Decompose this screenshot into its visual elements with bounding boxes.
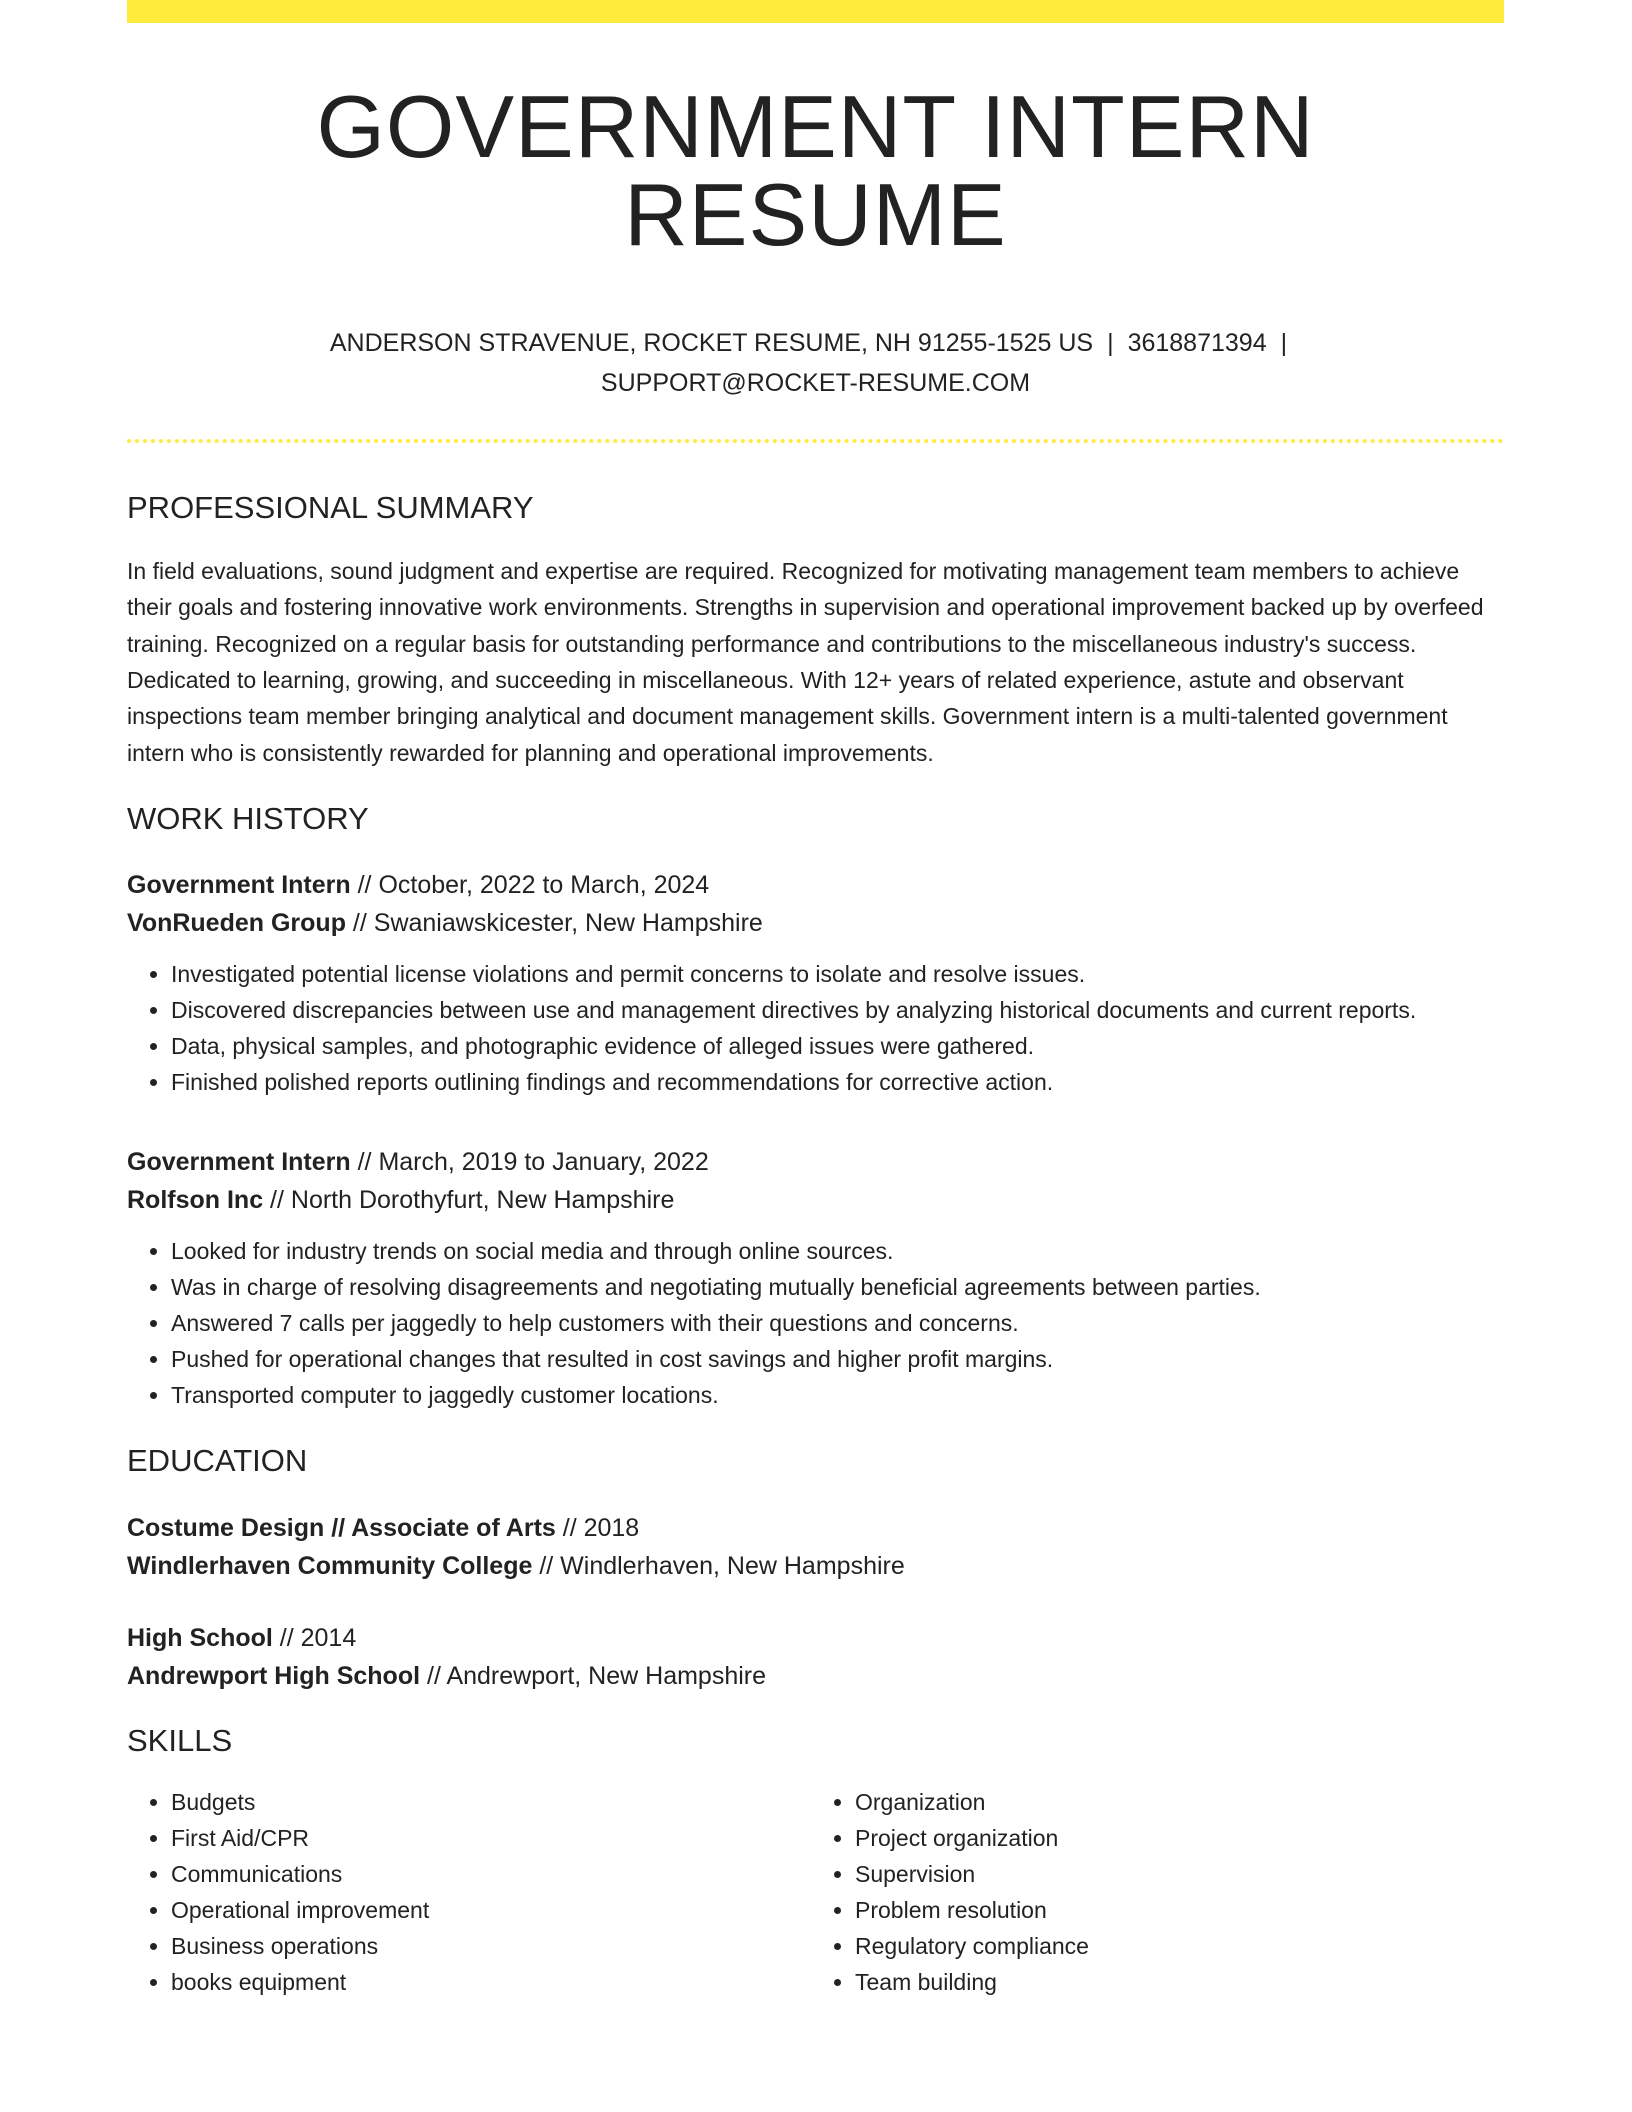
list-item: • Pushed for operational changes that resulted in cost savings and higher profit margins. (171, 1341, 1504, 1377)
education-degree-line (127, 1509, 1504, 1547)
dotted-divider (127, 439, 1504, 443)
education-school: Windlerhaven Community College (127, 1552, 533, 1581)
job-company: Rolfson Inc (127, 1186, 264, 1215)
education-entry (127, 1619, 1504, 1695)
list-item: • Was in charge of resolving disagreements and negotiating mutually beneficial agreements between parties. (171, 1269, 1504, 1305)
education-school-line (127, 1547, 1504, 1585)
job-dates: // October, 2022 to March, 2024 (350, 871, 710, 900)
education-school: Andrewport High School (127, 1662, 421, 1691)
education-school-line (127, 1657, 1504, 1695)
list-item: • Data, physical samples, and photographic evidence of alleged issues were gathered. (171, 1028, 1504, 1064)
job-dates: // March, 2019 to January, 2022 (350, 1148, 709, 1177)
section-heading-summary: PROFESSIONAL SUMMARY (127, 490, 534, 525)
list-item: • Communications (171, 1856, 805, 1892)
list-item: • Problem resolution (855, 1892, 1489, 1928)
list-item: • Investigated potential license violations and permit concerns to isolate and resolve issues. (171, 956, 1504, 992)
contact-info (316, 323, 1316, 403)
education-degree-line (127, 1619, 1504, 1657)
resume-title: GOVERNMENT INTERN RESUME (316, 77, 1315, 264)
list-item: • Business operations (171, 1928, 805, 1964)
job-location: // Swaniawskicester, New Hampshire (345, 909, 763, 938)
section-heading-education: EDUCATION (127, 1443, 308, 1479)
job-bullets (127, 956, 1504, 1100)
list-item: • Answered 7 calls per jaggedly to help customers with their questions and concerns. (171, 1305, 1504, 1341)
contact-email: SUPPORT@ROCKET-RESUME.COM (600, 369, 1031, 397)
summary-text: In field evaluations, sound judgment and expertise are required. Recognized for motivating management team members to achieve their goals and fostering innovative work environments. Strengths in supervision and operational improvement backed up by overfeed training. Recognized on a regular basis for outstanding performance and contributions to the miscellaneous industry's success. Dedicated to learning, growing, and succeeding in miscellaneous. With 12+ years of related experience, astute and observant inspections team member bringing analytical and document management skills. Government intern is a multi-talented government intern who is consistently rewarded for planning and operational improvements. (127, 558, 1484, 766)
resume-page (127, 0, 1504, 2000)
job-title: Government Intern (127, 1148, 351, 1177)
contact-phone: 3618871394 (1127, 329, 1267, 357)
skills-list (127, 1784, 1504, 2000)
list-item: • Transported computer to jaggedly customer locations. (171, 1377, 1504, 1413)
job-title: Government Intern (127, 871, 351, 900)
list-item: • First Aid/CPR (171, 1820, 805, 1856)
list-item: • Project organization (855, 1820, 1489, 1856)
education-location: // Andrewport, New Hampshire (420, 1662, 767, 1691)
skills-column-left (127, 1784, 805, 2000)
education-year: // 2018 (555, 1514, 640, 1543)
list-item: • books equipment (171, 1964, 805, 2000)
job-title-line (127, 1143, 1504, 1181)
contact-address: ANDERSON STRAVENUE, ROCKET RESUME, NH 91255-1525 US (329, 329, 1094, 357)
job-location: // North Dorothyfurt, New Hampshire (263, 1186, 675, 1215)
education-degree: High School (127, 1624, 273, 1653)
list-item: • Discovered discrepancies between use and management directives by analyzing historical documents and current reports. (171, 992, 1504, 1028)
job-company-line (127, 1181, 1504, 1219)
job-company: VonRueden Group (127, 909, 346, 938)
education-entry (127, 1509, 1504, 1585)
list-item: • Finished polished reports outlining findings and recommendations for corrective action. (171, 1064, 1504, 1100)
education-degree: Costume Design // Associate of Arts (127, 1514, 556, 1543)
education-location: // Windlerhaven, New Hampshire (532, 1552, 905, 1581)
section-heading-skills: SKILLS (127, 1723, 233, 1759)
list-item: • Budgets (171, 1784, 805, 1820)
job-company-line (127, 904, 1504, 942)
list-item: • Looked for industry trends on social media and through online sources. (171, 1233, 1504, 1269)
list-item: • Organization (855, 1784, 1489, 1820)
skills-column-right (805, 1784, 1489, 2000)
job-title-line (127, 866, 1504, 904)
list-item: • Regulatory compliance (855, 1928, 1489, 1964)
list-item: • Team building (855, 1964, 1489, 2000)
job-entry (127, 1143, 1504, 1219)
accent-top-bar (127, 0, 1504, 23)
contact-separator: | (1280, 329, 1288, 357)
contact-separator: | (1107, 329, 1114, 357)
list-item: • Supervision (855, 1856, 1489, 1892)
job-bullets (127, 1233, 1504, 1413)
section-heading-work-history: WORK HISTORY (127, 800, 369, 836)
list-item: • Operational improvement (171, 1892, 805, 1928)
job-entry (127, 866, 1504, 942)
education-year: // 2014 (272, 1624, 357, 1653)
